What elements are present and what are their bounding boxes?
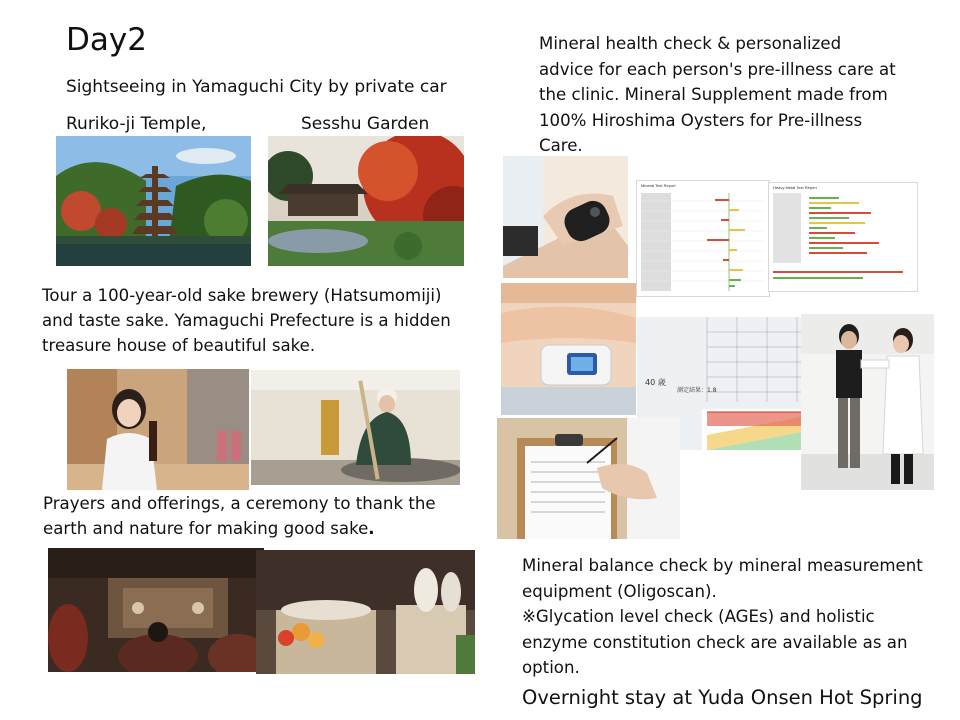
text-line: option. xyxy=(522,658,580,677)
report-title: Heavy Metal Test Report xyxy=(773,185,817,190)
sake-tasting-photo xyxy=(67,369,249,490)
result-value: 測定結果：1.8 xyxy=(677,387,717,394)
text-line-body: earth and nature for making good sake xyxy=(43,519,369,538)
offerings-photo xyxy=(256,550,475,674)
heavy-metal-report xyxy=(768,182,918,292)
text-line: equipment (Oligoscan). xyxy=(522,581,717,601)
mineral-test-report xyxy=(636,180,770,297)
ruriko-ji-pagoda-photo xyxy=(56,136,251,266)
clipboard-photo xyxy=(497,418,680,539)
ceremony-text xyxy=(43,491,463,541)
sake-brewer-photo xyxy=(251,370,460,485)
mineral-check-text xyxy=(539,31,929,159)
shrine-ceremony-photo xyxy=(48,548,264,672)
sesshu-label: Sesshu Garden xyxy=(301,114,430,134)
oligoscan-hand-photo xyxy=(503,156,628,278)
text-line: Tour a 100-year-old sake brewery (Hatsumomiji) xyxy=(42,286,442,305)
text-line: Care. xyxy=(539,136,583,155)
text-line: advice for each person's pre-illness care at xyxy=(539,59,896,79)
sesshu-garden-photo xyxy=(268,136,464,266)
period: . xyxy=(368,519,375,538)
ruriko-label: Ruriko-ji Temple, xyxy=(66,114,207,134)
sake-brewery-text xyxy=(42,283,472,358)
oligoscan-arm-photo xyxy=(501,283,636,415)
text-line: Prayers and offerings, a ceremony to thank the xyxy=(43,494,436,513)
report-title: Mineral Test Report xyxy=(641,183,676,188)
text-line xyxy=(43,516,463,541)
text-line: treasure house of beautiful sake. xyxy=(42,336,316,355)
text-line: Mineral health check & personalized xyxy=(539,34,842,53)
text-line: 100% Hiroshima Oysters for Pre-illness xyxy=(539,110,863,130)
overnight-text: Overnight stay at Yuda Onsen Hot Spring xyxy=(522,686,923,709)
subtitle: Sightseeing in Yamaguchi City by private car xyxy=(66,77,447,97)
text-line: and taste sake. Yamaguchi Prefecture is a hidden xyxy=(42,311,451,330)
age-value: 40 歳 xyxy=(645,378,666,387)
text-line: enzyme constitution check are available as an xyxy=(522,632,908,652)
page-title: Day2 xyxy=(66,22,147,58)
mineral-balance-text xyxy=(522,553,952,681)
posture-check-photo xyxy=(801,314,934,490)
text-line: Mineral balance check by mineral measurement xyxy=(522,556,923,575)
text-line: the clinic. Mineral Supplement made from xyxy=(539,85,888,104)
text-line: ※Glycation level check (AGEs) and holistic xyxy=(522,607,875,626)
